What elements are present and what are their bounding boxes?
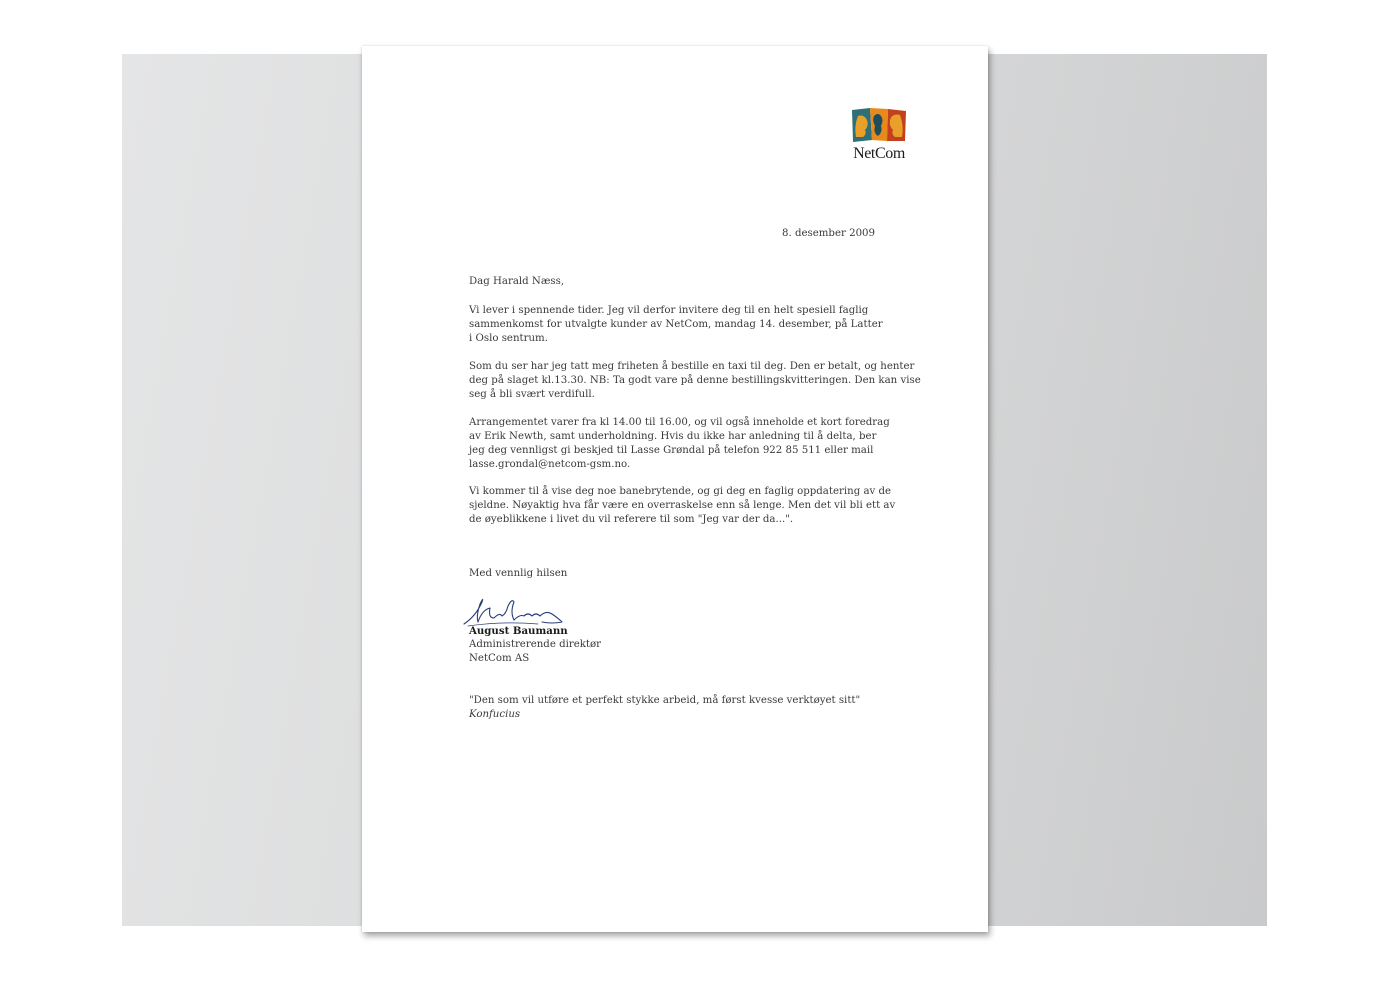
signer-block bbox=[469, 624, 601, 666]
paragraph-1 bbox=[469, 304, 889, 346]
paragraph-line: jeg deg vennligst gi beskjed til Lasse Grøndal på telefon 922 85 511 eller mail bbox=[469, 445, 874, 456]
paragraph-line: de øyeblikkene i livet du vil referere til som "Jeg var der da...". bbox=[469, 514, 794, 525]
quote-block bbox=[469, 694, 860, 722]
signer-company: NetCom AS bbox=[469, 653, 530, 664]
company-logo bbox=[846, 106, 912, 166]
letter-date: 8. desember 2009 bbox=[782, 228, 876, 239]
signer-name: August Baumann bbox=[469, 625, 568, 637]
paragraph-line: i Oslo sentrum. bbox=[469, 333, 548, 344]
paragraph-line: sjeldne. Nøyaktig hva får være en overraskelse enn så lenge. Men det vil bli ett av bbox=[469, 500, 896, 511]
paragraph-line: seg å bli svært verdifull. bbox=[469, 389, 595, 400]
paragraph-line: deg på slaget kl.13.30. NB: Ta godt vare på denne bestillingskvitteringen. Den kan vise bbox=[469, 375, 921, 386]
salutation: Dag Harald Næss, bbox=[469, 276, 565, 287]
closing-phrase: Med vennlig hilsen bbox=[469, 568, 568, 579]
letter-page bbox=[362, 46, 988, 932]
paragraph-line: Vi kommer til å vise deg noe banebrytende, og gi deg en faglig oppdatering av de bbox=[469, 486, 892, 497]
paragraph-line: Arrangementet varer fra kl 14.00 til 16.00, og vil også inneholde et kort foredrag bbox=[469, 417, 890, 428]
quote-text: "Den som vil utføre et perfekt stykke arbeid, må først kvesse verktøyet sitt" bbox=[469, 695, 861, 706]
quote-author: Konfucius bbox=[469, 709, 521, 720]
paragraph-3 bbox=[469, 416, 889, 472]
paragraph-2 bbox=[469, 360, 921, 402]
netcom-logo-icon bbox=[850, 106, 908, 144]
signer-title: Administrerende direktør bbox=[469, 639, 602, 650]
paragraph-line: av Erik Newth, samt underholdning. Hvis du ikke har anledning til å delta, ber bbox=[469, 431, 877, 442]
paragraph-4 bbox=[469, 485, 896, 527]
logo-wordmark: NetCom bbox=[853, 145, 905, 162]
paragraph-line: sammenkomst for utvalgte kunder av NetCom, mandag 14. desember, på Latter bbox=[469, 319, 883, 330]
paragraph-line: Vi lever i spennende tider. Jeg vil derfor invitere deg til en helt spesiell faglig bbox=[469, 305, 869, 316]
paragraph-line: Som du ser har jeg tatt meg friheten å bestille en taxi til deg. Den er betalt, og henter bbox=[469, 361, 915, 372]
email-link[interactable]: lasse.grondal@netcom-gsm.no. bbox=[469, 459, 631, 470]
